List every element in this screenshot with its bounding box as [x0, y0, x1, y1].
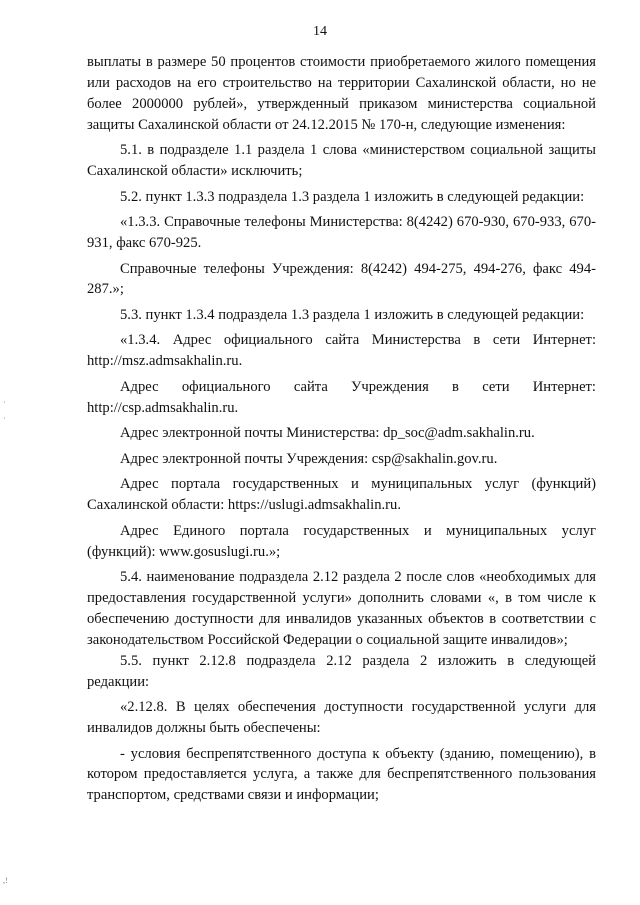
- margin-mark: ·: [3, 398, 6, 407]
- document-body: [87, 52, 596, 811]
- paragraph-item-2-12-8: «2.12.8. В целях обеспечения доступности государственной услуги для инвалидов должны быть обеспечены:: [87, 699, 596, 736]
- paragraph-ministry-site: «1.3.4. Адрес официального сайта Министерства в сети Интернет: http://msz.admsakhalin.ru.: [87, 332, 596, 370]
- paragraph-phones-institution: Справочные телефоны Учреждения: 8(4242) 494-275, 494-276, факс 494-287.»;: [87, 260, 596, 298]
- paragraph-unified-portal: Адрес Единого портала государственных и муниципальных услуг (функций): www.gosuslugi.ru.»;: [87, 522, 596, 560]
- paragraph-item-5-3: 5.3. пункт 1.3.4 подраздела 1.3 раздела 1 изложить в следующей редакции:: [120, 306, 585, 323]
- page-number: 14: [313, 24, 327, 39]
- paragraph-item-5-4: 5.4. наименование подраздела 2.12 раздела 2 после слов «необходимых для предоставления государственной услуги» дополнить словами «, в том числе к обеспечению доступности для инвалидов указанных объектов в соответствии с законодательством Российской Федерации о социальной защите инвалидов»;: [87, 569, 596, 648]
- paragraph-regional-portal: Адрес портала государственных и муниципальных услуг (функций) Сахалинской области: https://uslugi.admsakhalin.ru.: [87, 476, 596, 514]
- paragraph-item-5-5: 5.5. пункт 2.12.8 подраздела 2.12 раздела 2 изложить в следующей редакции:: [87, 652, 596, 690]
- paragraph-continuation: выплаты в размере 50 процентов стоимости приобретаемого жилого помещения или расходов на его строительство на территории Сахалинской области, но не более 2000000 рублей», утвержденный приказом министерства социальной защиты Сахалинской области от 24.12.2015 № 170-н, следующие изменения:: [87, 54, 596, 133]
- paragraph-item-5-2: 5.2. пункт 1.3.3 подраздела 1.3 раздела 1 изложить в следующей редакции:: [120, 188, 585, 205]
- margin-mark: ,!: [3, 876, 8, 885]
- paragraph-institution-email: Адрес электронной почты Учреждения: csp@sakhalin.gov.ru.: [120, 450, 498, 467]
- paragraph-accessibility-conditions: - условия беспрепятственного доступа к объекту (зданию, помещению), в котором предоставляется услуга, а также для беспрепятственного пользования транспортом, средствами связи и информации;: [87, 745, 596, 804]
- paragraph-item-5-1: 5.1. в подразделе 1.1 раздела 1 слова «министерством социальной защиты Сахалинской области» исключить;: [87, 142, 596, 180]
- margin-mark: ·: [3, 414, 6, 423]
- paragraph-phones-ministry: «1.3.3. Справочные телефоны Министерства: 8(4242) 670-930, 670-933, 670-931, факс 670-925.: [87, 214, 596, 252]
- paragraph-ministry-email: Адрес электронной почты Министерства: dp_soc@adm.sakhalin.ru.: [120, 425, 535, 442]
- paragraph-institution-site: Адрес официального сайта Учреждения в сети Интернет: http://csp.admsakhalin.ru.: [87, 378, 596, 416]
